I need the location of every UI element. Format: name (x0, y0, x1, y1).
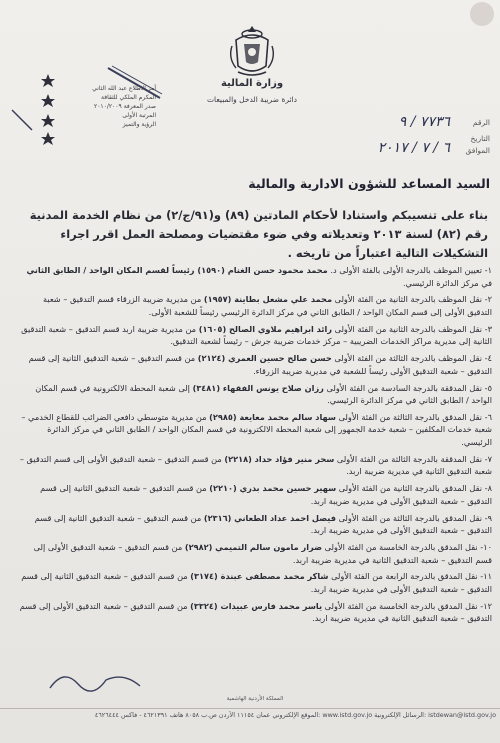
list-item: ٧- نقل المدققة بالدرجة الثالثة من الفئة الأولى سحر منير فؤاد حداد (٢٢١٨) من قسم التدقيق – شعبة التدقيق الأولى إلى قسم التدقيق – شعبة التدقيق الثانية في مديرية ضريبة اربد. (19, 453, 492, 477)
footer-contact: istdewan@istd.gov.jo :الرسائل الإلكترونية www.istd.gov.jo :الموقع الإلكتروني عمان ١١١٥٤ الأردن ص.ب ٨٠٥٨ هاتف ٤٦٢١٣٩١ - فاكس ٤٦٢٦٤٤٤ (94, 711, 496, 719)
letter-intro: بناء على تنسيبكم واستنادا لأحكام المادتين (٨٩) و(٩١/ج/٢) من نظام الخدمة المدنية رقم (٨٢) لسنة ٢٠١٣ وتعديلاته وفي ضوء مقتضيات ومصلحة العمل اقرر اجراء التشكيلات التالية اعتباراً من تاريخه . (29, 208, 488, 260)
decisions-list (16, 264, 492, 629)
list-item: ١٠- نقل المدقق بالدرجة الخامسة من الفئة الأولى ضرار مامون سالم التميمي (٢٩٨٢) من قسم التدقيق – شعبة التدقيق الأولى إلى قسم التدقيق – شعبة التدقيق الثانية في مديرية ضريبة اربد. (33, 541, 492, 565)
letter-addressee: السيد المساعد للشؤون الادارية والمالية (248, 176, 490, 191)
hijri-label: الموافق (465, 146, 490, 155)
list-item: ٣- نقل الموظف بالدرجة الثانية من الفئة الأولى رائد ابراهيم ملاوي الصالح (١٦٠٥) من مديرية ضريبة اربد قسم التدقيق – شعبة التدقيق الثانية إلى مديرية مراكز الخدمات الضريبية – مركز خدمات ضريبة جرش – رئيساً لشعبة التدقيق. (21, 323, 492, 347)
reference-block (370, 114, 490, 168)
royal-line: المرتبة الأولى (122, 112, 156, 119)
footer-org: المملكة الأردنية الهاشمية (226, 696, 284, 702)
list-item: ١١- نقل المدقق بالدرجة الرابعة من الفئة الأولى شاكر محمد مصطفى عبندة (٣١٧٤) من قسم التدقيق – شعبة التدقيق الثانية إلى قسم التدقيق – شعبة التدقيق الأولى في مديرية ضريبة اربد. (21, 571, 492, 594)
ministry-name: وزارة المالية (220, 78, 284, 89)
list-item: ٤- نقل الموظف بالدرجة الثالثة من الفئة الأولى حسن صالح حسين العمري (٢١٢٤) من قسم التدقيق – شعبة التدقيق الثانية إلى قسم التدقيق – شعبة التدقيق الأولى رئيساً للشعبة في مديرية ضريبة الزرقاء. (28, 353, 492, 376)
royal-line: الرؤية والتميز (122, 121, 156, 128)
royal-line: صدر المعرفة ٢٠١٠/٢٠٠٩ (93, 103, 156, 110)
list-item: ٨- نقل المدقق بالدرجة الثانية من الفئة الأولى سهير حسين محمد بدري (٢٢١٠) من قسم التدقيق – شعبة التدقيق الثانية إلى قسم التدقيق – شعبة التدقيق الأولى في مديرية ضريبة اربد. (40, 483, 492, 506)
royal-line: المكرم الملكي للثقافة (101, 94, 156, 101)
list-item: ٦- نقل المدقق بالدرجة الثالثة من الفئة الأولى سهاد سالم محمد معايعة (٢٩٨٥) من مديرية متوسطي دافعي الضرائب للقطاع الخدمي – شعبة خدمات المكلفين – شعبة خدمة الجمهور إلى شعبة المحطة الالكترونية في قسم المكان الواحد / الطابق الثاني في مركز الدائرة الرئيسي. (21, 411, 492, 448)
list-item: ٥- نقل المدققة بالدرجة السادسة من الفئة الأولى رزان صلاح يونس الفقهاء (٣٤٨١) إلى شعبة المحطة الالكترونية في قسم المكان الواحد / الطابق الثاني في مركز الدائرة الرئيسي. (35, 382, 492, 406)
date-value: ٦ / ٧ / ٢٠١٧ (377, 140, 450, 156)
signature-icon (44, 664, 164, 696)
number-value: ٧٧٣٦ / ٩ (398, 114, 450, 130)
number-label: الرقم (472, 118, 490, 127)
list-item: ١- تعيين الموظف بالدرجة الأولى بالفئة الأولى د. محمد محمود حسن الغنام (١٥٩٠) رئيساً لقسم المكان الواحد / الطابق الثاني في مركز الدائرة الرئيسي. (26, 265, 492, 288)
list-item: ٩- نقل المدقق بالدرجة الثالثة من الفئة الأولى فيصل احمد عداد الطعاني (٢٣١٦) من قسم التدقيق – شعبة التدقيق الثانية إلى قسم التدقيق – شعبة التدقيق الأولى في مديرية ضريبة اربد. (34, 512, 492, 536)
royal-award-note (58, 84, 156, 129)
royal-line: أمر الاطلاع عبد الله الثاني (92, 85, 156, 92)
date-label: التاريخ (470, 134, 490, 143)
coat-of-arms-icon (226, 22, 278, 78)
department-name: دائرة ضريبة الدخل والمبيعات (206, 95, 298, 104)
list-item: ١٢- نقل المدقق بالدرجة الخامسة من الفئة الأولى ياسر محمد فارس عبيدات (٣٣٢٤) من قسم التدقيق – شعبة التدقيق الأولى إلى قسم التدقيق – شعبة التدقيق الثانية في مديرية ضريبة اربد. (19, 600, 492, 624)
list-item: ٢- نقل الموظف بالدرجة الثانية من الفئة الأولى محمد علي مشعل بطاينة (١٩٥٧) من مديرية ضريبة الزرقاء قسم التدقيق – شعبة التدقيق الأولى إلى قسم المكان الواحد / الطابق الثاني في مركز الدائرة الرئيسي رئيساً للشعبة الأولى. (42, 294, 492, 317)
stamp-mark (470, 2, 494, 26)
